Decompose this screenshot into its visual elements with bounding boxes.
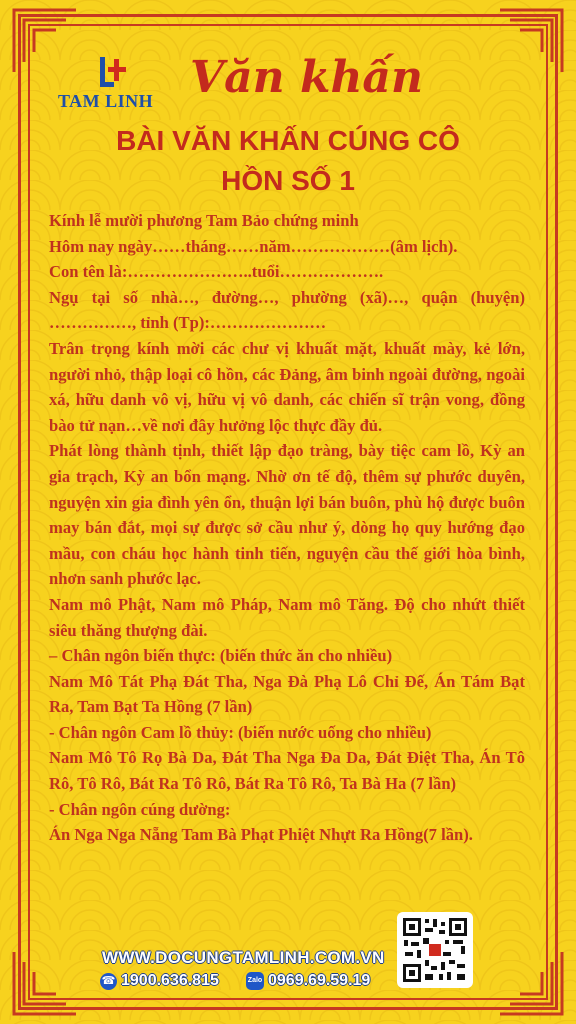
qr-code <box>397 912 473 988</box>
prayer-paragraph: Kính lễ mười phương Tam Bảo chứng minh <box>49 211 359 230</box>
zalo-icon: Zalo <box>246 972 264 990</box>
prayer-paragraph: Nam mô Phật, Nam mô Pháp, Nam mô Tăng. Độ cho nhứt thiết siêu thăng thượng đài. <box>49 594 525 640</box>
prayer-paragraph: - Chân ngôn cúng dường: <box>49 799 231 819</box>
tam-linh-logo <box>58 55 173 115</box>
prayer-paragraph: Hôm nay ngày……tháng……năm………………(âm lịch). <box>49 236 458 256</box>
page-title-line-2: HỒN SỐ 1 <box>221 165 355 196</box>
corner-ornament-top-right <box>496 6 566 76</box>
prayer-paragraph: Ngụ tại số nhà…, đường…, phường (xã)…, quận (huyện) ……………, tỉnh (Tp):………………… <box>49 287 525 333</box>
prayer-paragraph: Nam Mô Tát Phạ Đát Tha, Nga Đà Phạ Lô Chỉ Đế, Án Tám Bạt Ra, Tam Bạt Ta Hồng (7 lần) <box>49 671 525 717</box>
qr-code-icon <box>401 916 469 984</box>
zalo-contact[interactable] <box>246 970 370 992</box>
script-title: Văn khấn <box>190 52 423 103</box>
corner-ornament-bottom-left <box>10 948 80 1018</box>
logo-text: TAM LINH <box>58 91 154 111</box>
prayer-paragraph: Nam Mô Tô Rọ Bà Da, Đát Tha Nga Đa Da, Đát Điệt Tha, Án Tô Rô, Tô Rô, Bát Ra Tô Rô, Bát Ra Tô Rô, Ta Bà Ha (7 lần) <box>49 748 525 794</box>
prayer-paragraph: Phát lòng thành tịnh, thiết lập đạo tràng, bày tiệc cam lồ, Kỳ an gia trạch, Kỳ an bổn mạng. Nhờ ơn tế độ, thêm sự phước duyên, nguyện xin gia đình yên ổn, thuận lợi bán buôn, phù hộ được buôn may bán đắt, mọi sự được sở cầu như ý, dòng họ quy hướng đạo mầu, con cháu học hành tinh tiến, nguyện cầu thế giới hòa bình, nhơn sanh phước lạc. <box>49 441 525 589</box>
zalo-number: 0969.69.59.19 <box>268 972 371 989</box>
phone-icon: ☎ <box>100 973 117 990</box>
phone-number: 1900.636.815 <box>121 972 219 989</box>
logo-mark-icon <box>96 55 136 91</box>
prayer-paragraph: Án Nga Nga Nẵng Tam Bà Phạt Phiệt Nhựt Ra Hồng(7 lần). <box>49 825 473 845</box>
prayer-text <box>49 208 525 848</box>
phone-contact[interactable] <box>100 970 219 992</box>
prayer-paragraph: Con tên là:…………………..tuổi………………. <box>49 262 384 282</box>
prayer-paragraph: Trân trọng kính mời các chư vị khuất mặt, khuất mày, kẻ lớn, người nhỏ, thập loại cô hồn, các Đảng, âm binh ngoài đường, ngoài xá, hữu danh vô vị, hữu vị vô danh, các chiến sĩ trận vong, đồng bào tử nạn…về nơi đây hưởng lộc thực đầy đủ. <box>49 338 525 435</box>
prayer-paragraph: - Chân ngôn Cam lồ thủy: (biến nước uống cho nhiều) <box>49 722 432 742</box>
website-link[interactable]: WWW.DOCUNGTAMLINH.COM.VN <box>102 948 385 967</box>
prayer-paragraph: – Chân ngôn biến thực: (biến thức ăn cho nhiều) <box>49 646 393 666</box>
page-title-line-1: BÀI VĂN KHẤN CÚNG CÔ <box>116 125 460 156</box>
corner-ornament-bottom-right <box>496 948 566 1018</box>
